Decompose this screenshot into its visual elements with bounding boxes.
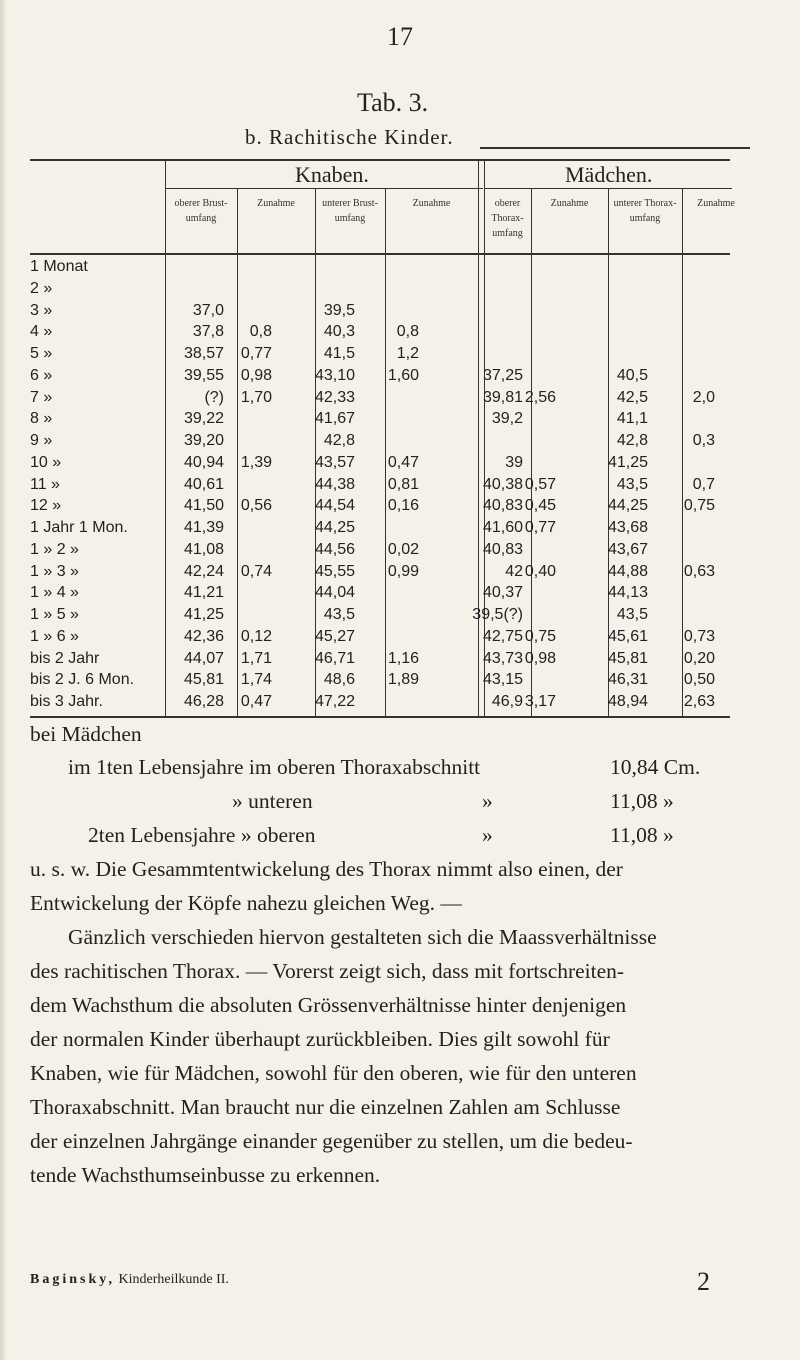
row-label: bis 2 Jahr [30, 649, 100, 667]
table-cell: 2,63 [683, 693, 715, 710]
table-cell: 46,71 [314, 649, 355, 667]
table-cell: 46,31 [607, 671, 648, 689]
row-label: 7 » [30, 388, 53, 406]
table-cell: 44,88 [607, 562, 648, 580]
table-cell: 0,7 [692, 475, 715, 493]
table-cell: 40,5 [616, 366, 648, 384]
table-cell: 40,38 [482, 475, 523, 493]
column-header-4: Zunahme [412, 198, 451, 209]
table-cell: 42,75 [482, 627, 523, 645]
table-cell: 37,25 [482, 366, 523, 384]
summary-bracket-3: » [482, 823, 493, 847]
table-cell: 0,77 [524, 519, 556, 536]
table-cell: 0,40 [524, 562, 556, 580]
row-label: bis 2 J. 6 Mon. [30, 671, 135, 689]
column-header-5: oberer Thorax-umfang [491, 198, 524, 239]
table-cell: 40,3 [323, 323, 355, 341]
footer-signature [30, 1272, 229, 1288]
table-cell: 44,54 [314, 497, 355, 515]
paragraph-2-line: des rachitischen Thorax. — Vorerst zeigt sich, dass mit fortschreiten- [30, 959, 625, 983]
table-cell: 41,39 [183, 519, 224, 536]
paragraph-2-line: dem Wachsthum die absoluten Grössenverhältnisse hinter denjenigen [30, 993, 627, 1017]
table-cell: 44,25 [314, 519, 355, 536]
table-top-rule-right [480, 147, 750, 149]
summary-value-3: 11,08 » [610, 823, 674, 847]
paragraph-2-line: tende Wachsthumseinbusse zu erkennen. [30, 1163, 381, 1187]
table-cell: 0,3 [692, 432, 715, 449]
summary-bracket-2: » [482, 789, 493, 813]
table-cell: 43,15 [482, 671, 523, 689]
column-header-1: oberer Brust-umfang [174, 198, 228, 224]
footer-author: Baginsky, [30, 1272, 115, 1287]
row-label: 4 » [30, 323, 53, 341]
summary-value-1: 10,84 Cm. [610, 755, 701, 779]
column-header-rule [30, 253, 730, 255]
table-cell: 45,55 [314, 562, 355, 580]
row-label: 1 » 5 » [30, 606, 79, 623]
table-cell: 42,33 [314, 388, 355, 406]
table-cell: 38,57 [183, 345, 224, 362]
table-cell: 2,0 [692, 388, 715, 406]
row-label: 10 » [30, 453, 62, 471]
table-cell: 43,73 [482, 649, 523, 667]
table-cell: 48,6 [323, 671, 355, 689]
table-cell: 0,63 [683, 562, 715, 580]
row-label: 5 » [30, 345, 53, 362]
group-header-boys: Knaben. [295, 162, 369, 187]
row-label: 1 » 4 » [30, 584, 79, 602]
table-cell: 0,77 [240, 345, 272, 362]
row-label: 11 » [30, 475, 60, 493]
table-cell: 44,56 [314, 540, 355, 558]
table-cell: 0,8 [396, 323, 419, 341]
table-cell: 0,02 [387, 540, 419, 558]
table-cell: 1,89 [387, 671, 419, 689]
paragraph-2-line: Thoraxabschnitt. Man braucht nur die einzelnen Zahlen am Schlusse [30, 1095, 621, 1119]
table-cell: 42,8 [323, 432, 355, 449]
signature-mark: 2 [697, 1267, 710, 1296]
table-cell: 44,38 [314, 475, 355, 493]
table-cell: (?) [204, 388, 224, 406]
table-cell: 0,81 [387, 475, 419, 493]
table-cell: 39 [505, 453, 523, 471]
table-cell: 41,50 [183, 497, 224, 515]
table-cell: 0,8 [249, 323, 272, 341]
table-cell: 0,56 [240, 497, 272, 515]
table-cell: 42,8 [616, 432, 648, 449]
table-cell: 0,99 [387, 562, 419, 580]
paragraph-2-line: Knaben, wie für Mädchen, sowohl für den oberen, wie für den unteren [30, 1061, 637, 1085]
group-header-rule [165, 188, 483, 189]
summary-line-1: im 1ten Lebensjahre im oberen Thoraxabschnitt [68, 755, 481, 779]
table-cell: 44,04 [314, 584, 355, 602]
table-cell: 41,21 [183, 584, 224, 602]
table-top-rule [30, 159, 730, 161]
table-cell: 1,16 [387, 649, 419, 667]
summary-line-2: » unteren [232, 789, 313, 813]
footer-work: Kinderheilkunde II. [118, 1272, 229, 1287]
table-cell: 0,74 [240, 562, 272, 580]
table-cell: 43,5 [616, 606, 648, 623]
table-cell: 42,36 [183, 627, 224, 645]
column-header-6: Zunahme [550, 198, 589, 209]
summary-intro: bei Mädchen [30, 722, 142, 746]
table-cell: 2,56 [524, 388, 556, 406]
table-cell: 40,83 [482, 540, 523, 558]
row-label: bis 3 Jahr. [30, 693, 103, 710]
table-cell: 47,22 [314, 693, 355, 710]
row-label: 1 Jahr 1 Mon. [30, 519, 128, 536]
table-cell: 37,8 [192, 323, 224, 341]
table-cell: 40,61 [183, 475, 224, 493]
paragraph-2-line: der normalen Kinder überhaupt zurückbleiben. Dies gilt sowohl für [30, 1027, 610, 1051]
table-cell: 0,12 [240, 627, 272, 645]
row-label: 2 » [30, 279, 53, 297]
row-label: 6 » [30, 366, 53, 384]
table-bottom-rule [30, 716, 730, 718]
table-cell: 45,81 [183, 671, 224, 689]
table-cell: 0,75 [683, 497, 715, 515]
table-cell: 39,20 [183, 432, 224, 449]
table-cell: 39,5(?) [472, 606, 523, 623]
table-cell: 42 [505, 562, 523, 580]
column-header-7: unterer Thorax-umfang [613, 198, 677, 224]
table-cell: 41,5 [323, 345, 355, 362]
table-cell: 41,1 [616, 410, 648, 428]
table-cell: 0,75 [524, 627, 556, 645]
table-cell: 1,70 [240, 388, 272, 406]
column-header-3: unterer Brust-umfang [322, 198, 378, 224]
table-cell: 0,47 [387, 453, 419, 471]
table-cell: 42,24 [183, 562, 224, 580]
table-cell: 45,27 [314, 627, 355, 645]
table-cell: 44,07 [183, 649, 224, 667]
table-cell: 39,55 [183, 366, 224, 384]
table-cell: 0,45 [524, 497, 556, 515]
table-cell: 39,2 [491, 410, 523, 428]
table-cell: 0,20 [683, 649, 715, 667]
row-label: 9 » [30, 432, 53, 449]
table-cell: 42,5 [616, 388, 648, 406]
table-cell: 45,61 [607, 627, 648, 645]
row-label: 12 » [30, 497, 62, 515]
table-cell: 41,08 [183, 540, 224, 558]
table-cell: 0,16 [387, 497, 419, 515]
row-label: 8 » [30, 410, 53, 428]
page-number: 17 [387, 22, 413, 51]
table-cell: 1,74 [240, 671, 272, 689]
column-header-2: Zunahme [257, 198, 295, 209]
row-label: 1 » 3 » [30, 562, 79, 580]
table-cell: 39,81 [482, 388, 523, 406]
row-label: 3 » [30, 301, 53, 319]
table-cell: 43,5 [323, 606, 355, 623]
table-cell: 0,98 [524, 649, 556, 667]
table-cell: 3,17 [524, 693, 556, 710]
table-cell: 41,60 [482, 519, 523, 536]
column-header-8: Zunahme [697, 198, 735, 209]
table-cell: 44,25 [607, 497, 648, 515]
table-cell: 41,25 [607, 453, 648, 471]
table-cell: 43,68 [607, 519, 648, 536]
table-cell: 45,81 [607, 649, 648, 667]
book-spine-shadow [0, 0, 7, 1360]
row-label: 1 » 2 » [30, 540, 79, 558]
group-header-girls: Mädchen. [565, 162, 653, 187]
table-cell: 40,83 [482, 497, 523, 515]
paragraph-1-line: Entwickelung der Köpfe nahezu gleichen Weg. — [30, 891, 462, 915]
table-cell: 48,94 [607, 693, 648, 710]
table-cell: 39,22 [183, 410, 224, 428]
table-cell: 1,60 [387, 366, 419, 384]
table-cell: 41,67 [314, 410, 355, 428]
table-cell: 43,10 [314, 366, 355, 384]
table-cell: 0,73 [683, 627, 715, 645]
table-cell: 43,57 [314, 453, 355, 471]
table-cell: 44,13 [607, 584, 648, 602]
paragraph-2-line: der einzelnen Jahrgänge einander gegenüber zu stellen, um die bedeu- [30, 1129, 633, 1153]
summary-value-2: 11,08 » [610, 789, 674, 813]
table-cell: 46,28 [183, 693, 224, 710]
column-divider [385, 188, 386, 716]
table-title: Tab. 3. [357, 88, 429, 117]
paragraph-1-line: u. s. w. Die Gesammtentwickelung des Thorax nimmt also einen, der [30, 857, 623, 881]
table-cell: 0,98 [240, 366, 272, 384]
table-cell: 40,37 [482, 584, 523, 602]
row-label: 1 Monat [30, 258, 88, 275]
table-cell: 46,9 [491, 693, 523, 710]
paragraph-2-line: Gänzlich verschieden hiervon gestalteten sich die Maassverhältnisse [68, 925, 657, 949]
table-cell: 41,25 [183, 606, 224, 623]
table-subtitle: b. Rachitische Kinder. [245, 125, 454, 149]
table-cell: 40,94 [183, 453, 224, 471]
table-cell: 37,0 [192, 301, 224, 319]
table-cell: 43,5 [616, 475, 648, 493]
table-cell: 0,50 [683, 671, 715, 689]
table-cell: 1,39 [240, 453, 272, 471]
summary-line-3: 2ten Lebensjahre » oberen [88, 823, 316, 847]
table-cell: 0,47 [240, 693, 272, 710]
table-cell: 0,57 [524, 475, 556, 493]
table-cell: 43,67 [607, 540, 648, 558]
table-cell: 1,71 [240, 649, 272, 667]
table-cell: 39,5 [323, 301, 355, 319]
table-cell: 1,2 [396, 345, 419, 362]
row-label: 1 » 6 » [30, 627, 79, 645]
